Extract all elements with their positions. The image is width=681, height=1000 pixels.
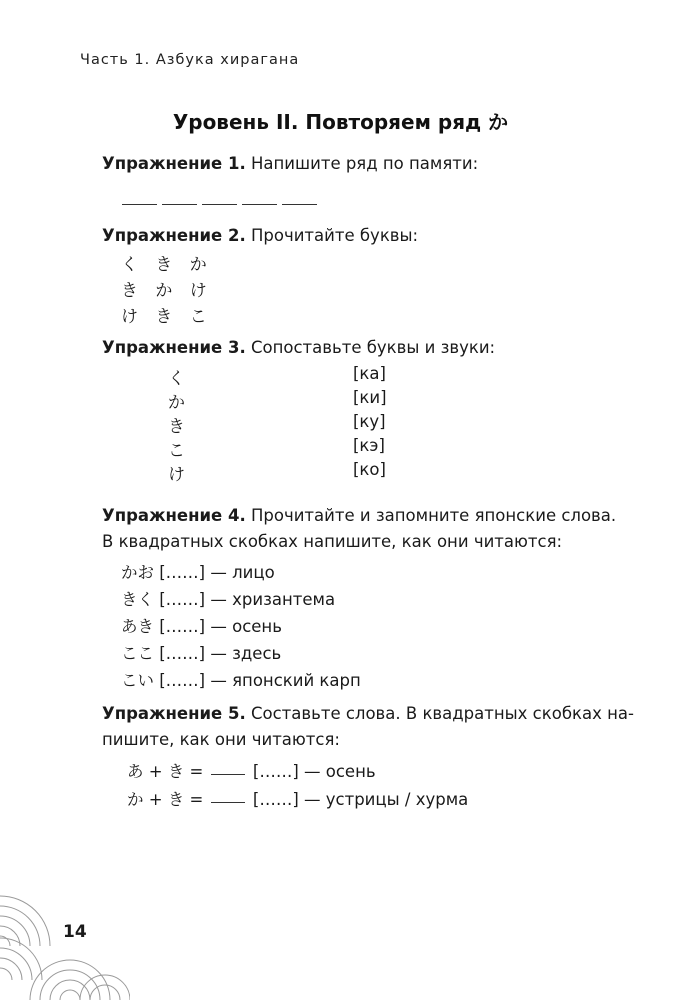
kana-row: き か け	[121, 281, 213, 301]
word-item: ここ [……] — здесь	[121, 644, 282, 663]
exercise-label: Упражнение 4.	[102, 506, 246, 525]
word-item: こい [……] — японский карп	[121, 671, 361, 690]
compose-left: か + き =	[127, 790, 209, 809]
exercise-5-heading	[102, 704, 634, 723]
compose-item	[127, 758, 376, 782]
answer-blank	[242, 204, 277, 205]
match-sound: [ка]	[353, 364, 386, 383]
answer-blank	[122, 204, 157, 205]
match-letter: か	[168, 393, 185, 413]
match-sound: [ко]	[353, 460, 386, 479]
compose-right: [……] — осень	[247, 762, 376, 781]
exercise-1-heading	[102, 154, 478, 173]
kana-row: け き こ	[121, 307, 213, 327]
match-sound: [кэ]	[353, 436, 385, 455]
exercise-label: Упражнение 3.	[102, 338, 246, 357]
exercise-instruction: Напишите ряд по памяти:	[245, 154, 479, 173]
exercise-label: Упражнение 2.	[102, 226, 246, 245]
match-letter: こ	[168, 441, 185, 461]
answer-blank	[282, 204, 317, 205]
answer-blank	[202, 204, 237, 205]
exercise-instruction: Сопоставьте буквы и звуки:	[245, 338, 496, 357]
exercise-label: Упражнение 1.	[102, 154, 246, 173]
page-title: Уровень II. Повторяем ряд か	[172, 110, 509, 134]
exercise-4-heading	[102, 506, 616, 525]
compose-left: あ + き =	[127, 762, 209, 781]
match-letter: き	[168, 417, 185, 437]
match-letter: け	[168, 465, 185, 485]
exercise-instruction-continued: пишите, как они читаются:	[102, 730, 340, 749]
answer-blank	[162, 204, 197, 205]
answer-blank	[211, 773, 245, 775]
answer-blanks	[122, 196, 322, 208]
exercise-instruction-continued: В квадратных скобках напишите, как они читаются:	[102, 532, 563, 551]
match-sound: [ку]	[353, 412, 386, 431]
match-letter: く	[168, 369, 185, 389]
exercise-3-heading	[102, 338, 495, 357]
running-head: Часть 1. Азбука хирагана	[80, 52, 300, 68]
exercise-label: Упражнение 5.	[102, 704, 246, 723]
word-item: あき [……] — осень	[121, 617, 282, 636]
word-item: きく [……] — хризантема	[121, 590, 336, 609]
compose-right: [……] — устрицы / хурма	[247, 790, 469, 809]
word-item: かお [……] — лицо	[121, 563, 275, 582]
exercise-instruction: Прочитайте буквы:	[245, 226, 419, 245]
page-number: 14	[63, 922, 87, 942]
exercise-instruction: Составьте слова. В квадратных скобках на-	[245, 704, 634, 723]
kana-row: く き か	[121, 255, 213, 275]
exercise-2-heading	[102, 226, 418, 245]
answer-blank	[211, 801, 245, 803]
compose-item	[127, 786, 468, 810]
match-sound: [ки]	[353, 388, 387, 407]
exercise-instruction: Прочитайте и запомните японские слова.	[245, 506, 617, 525]
